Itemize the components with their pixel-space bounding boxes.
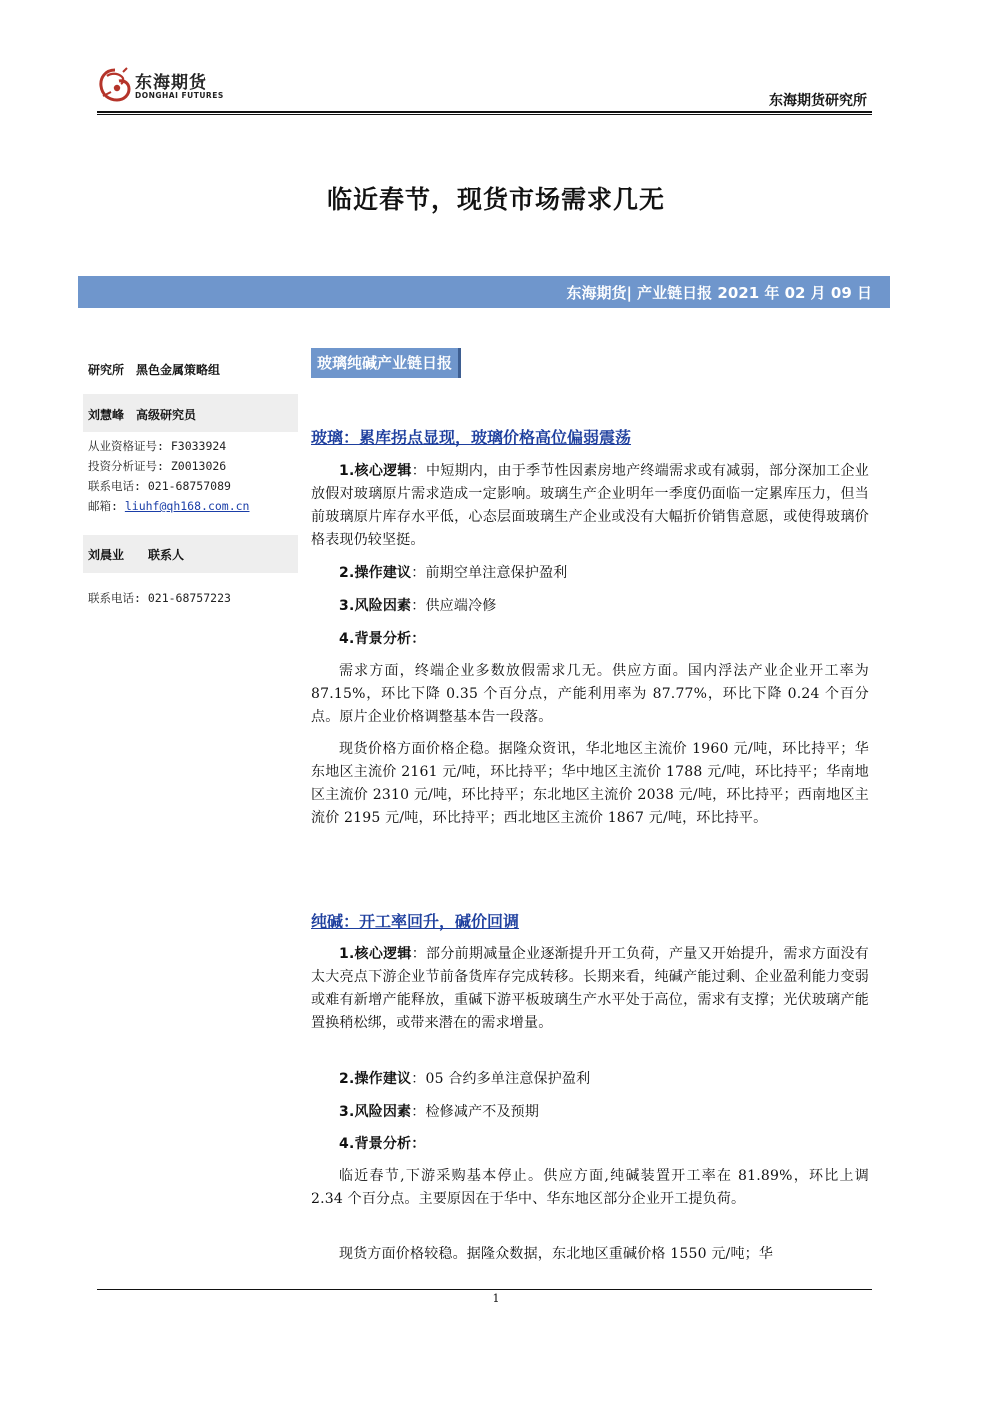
qualification-cert: 从业资格证号: F3033924 (88, 439, 227, 453)
soda-spot-price: 现货方面价格较稳。据隆众数据，东北地区重碱价格 1550 元/吨；华 (339, 1246, 774, 1262)
soda-heading[interactable]: 纯碱：开工率回升，碱价回调 (311, 912, 520, 931)
label: 2.操作建议 (339, 1071, 412, 1087)
label: 1.核心逻辑 (339, 463, 412, 479)
glass-suggestion (311, 562, 869, 585)
analyst1-box (83, 394, 298, 432)
glass-supply-demand: 需求方面，终端企业多数放假需求几无。供应方面。国内浮法产业企业开工率为 87.15%，环比下降 0.35 个百分点，产能利用率为 87.77%，环比下降 0.24 个百分点。原片企业价格调整基本告一段落。 (311, 663, 869, 725)
email-row (88, 496, 249, 516)
email-label: 邮箱: (88, 499, 125, 513)
text: ：前期空单注意保护盈利 (411, 565, 568, 581)
analyst1-name: 刘慧峰 高级研究员 (88, 408, 197, 422)
soda-background-label (311, 1133, 869, 1156)
page-number: 1 (492, 1292, 500, 1305)
analyst1-contact (88, 436, 249, 516)
report-title: 临近春节，现货市场需求几无 (326, 185, 665, 214)
analyst2-box (83, 535, 298, 573)
phone-1: 联系电话: 021-68757089 (88, 479, 231, 493)
soda-core-logic (311, 943, 869, 1035)
glass-core-logic (311, 460, 869, 552)
text: ：05 合约多单注意保护盈利 (411, 1071, 591, 1087)
institute-name: 东海期货研究所 (769, 93, 867, 109)
label: 1.核心逻辑 (339, 946, 412, 962)
glass-spot-price: 现货价格方面价格企稳。据隆众资讯，华北地区主流价 1960 元/吨，环比持平；华东地区主流价 2161 元/吨，环比持平；华中地区主流价 1788 元/吨，环比持平；华南地区主流价 2310 元/吨，环比持平；东北地区主流价 2038 元/吨，环比持平；西南地区主流价 2195 元/吨，环比持平；西北地区主流价 1867 元/吨，环比持平。 (311, 741, 869, 826)
glass-background-label (311, 628, 869, 651)
company-logo (97, 64, 227, 108)
label: 4.背景分析： (339, 1136, 426, 1152)
logo-chinese-name: 东海期货 (135, 73, 207, 93)
text: ：部分前期减量企业逐渐提升开工负荷，产量又开始提升，需求方面没有太大亮点下游企业节前备货库存完成转移。长期来看，纯碱产能过剩、企业盈利能力变弱或难有新增产能释放，重碱下游平板玻璃生产水平处于高位，需求有支撑；光伏玻璃产能置换稍松绑，或带来潜在的需求增量。 (311, 946, 869, 1031)
header-rule (97, 111, 872, 113)
text: ：供应端冷修 (411, 598, 497, 614)
investment-cert: 投资分析证号: Z0013026 (88, 459, 227, 473)
section-tag: 玻璃纯碱产业链日报 (311, 348, 461, 378)
label: 3.风险因素 (339, 598, 412, 614)
logo-english-name: DONGHAI FUTURES (135, 91, 224, 100)
text: ：检修减产不及预期 (411, 1104, 540, 1120)
label: 4.背景分析： (339, 631, 426, 647)
report-banner (78, 276, 890, 308)
glass-risk (311, 595, 869, 618)
footer-rule (97, 1289, 872, 1290)
banner-text: 东海期货| 产业链日报 2021 年 02 月 09 日 (566, 284, 872, 302)
phone-2: 联系电话: 021-68757223 (88, 591, 231, 605)
analyst2-name: 刘晨业 联系人 (88, 548, 185, 562)
text: ：中短期内，由于季节性因素房地产终端需求或有减弱，部分深加工企业放假对玻璃原片需求造成一定影响。玻璃生产企业明年一季度仍面临一定累库压力，但当前玻璃原片库存水平低，心态层面玻璃生产企业或没有大幅折价销售意愿，或使得玻璃价格表现仍较坚挺。 (311, 463, 869, 548)
sidebar-dept: 研究所 黑色金属策略组 (88, 363, 221, 377)
label: 3.风险因素 (339, 1104, 412, 1120)
dragon-logo-icon (97, 66, 133, 104)
label: 2.操作建议 (339, 565, 412, 581)
soda-suggestion (311, 1068, 869, 1091)
header-rule-thin (97, 114, 872, 115)
soda-supply-demand: 临近春节,下游采购基本停止。供应方面,纯碱装置开工率在 81.89%，环比上调 2.34 个百分点。主要原因在于华中、华东地区部分企业开工提负荷。 (311, 1168, 869, 1207)
soda-risk (311, 1101, 869, 1124)
glass-heading[interactable]: 玻璃：累库拐点显现，玻璃价格高位偏弱震荡 (311, 428, 632, 447)
email-link[interactable]: liuhf@qh168.com.cn (124, 499, 250, 513)
